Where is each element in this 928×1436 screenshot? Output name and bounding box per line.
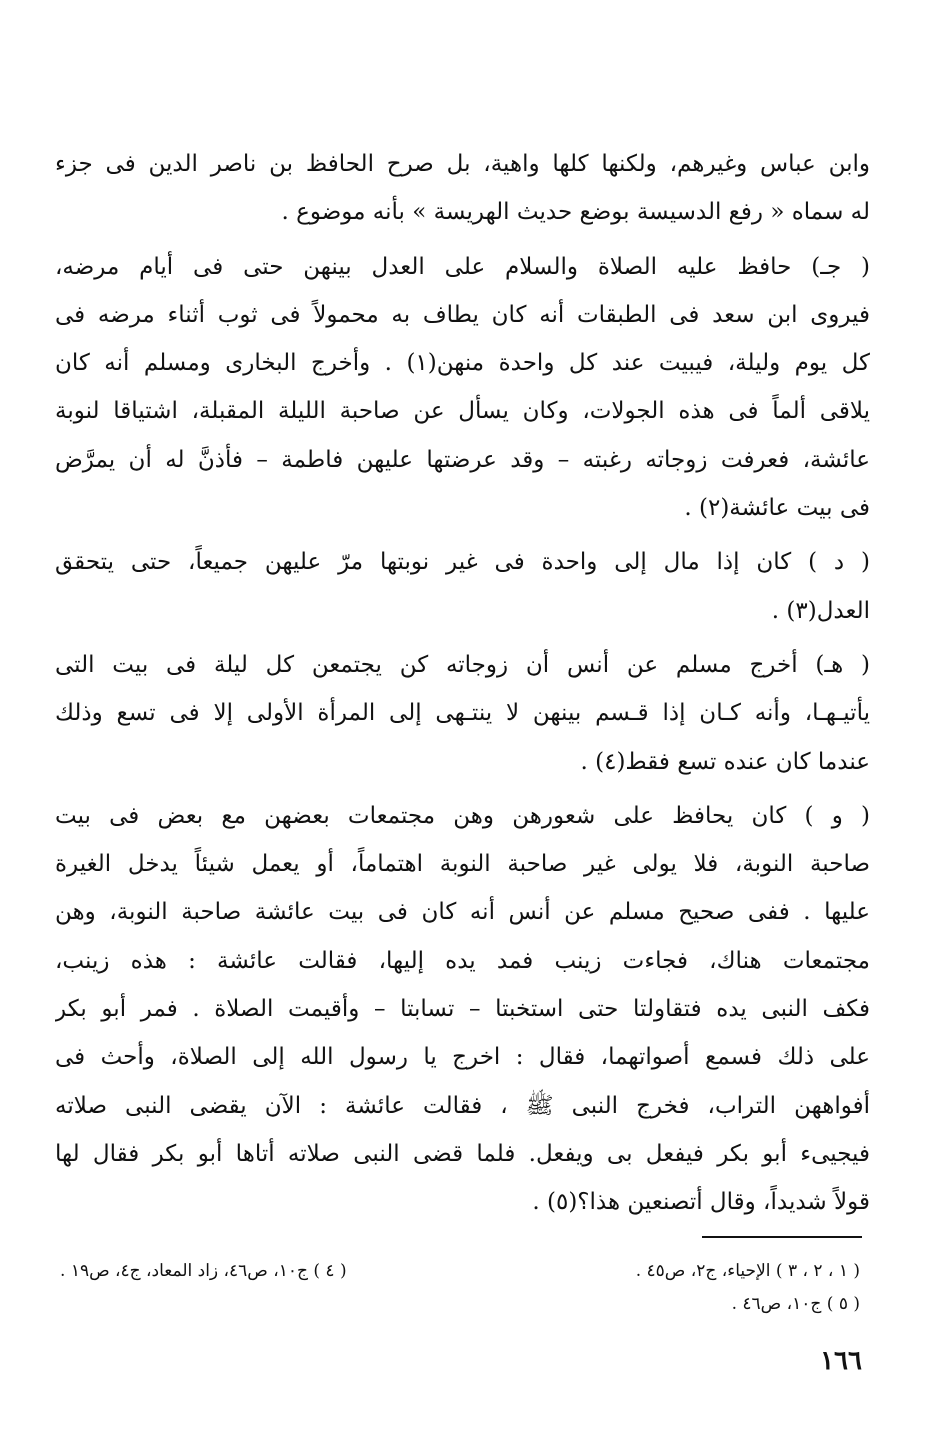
text-line: ( هـ) أخرج مسلم عن أنس أن زوجاته كن يجتمعن كل ليلة فى بيت التى (55, 651, 870, 678)
footnote-row (60, 1288, 860, 1321)
footnote-4: ( ٤ ) ج١٠، ص٤٦، زاد المعاد، ج٤، ص١٩ . (60, 1261, 347, 1281)
footnote-5: ( ٥ ) ج١٠، ص٤٦ . (731, 1294, 860, 1314)
text-line: فيجيىء أبو بكر فيفعل بى ويفعل. فلما قضى النبى صلاته أتاها أبو بكر فقال لها (55, 1140, 870, 1167)
text-line: له سماه « رفع الدسيسة بوضع حديث الهريسة » بأنه موضوع . (281, 199, 870, 226)
text-line: على ذلك فسمع أصواتهما، فقال : اخرج يا رسول الله إلى الصلاة، وأحث فى (55, 1044, 870, 1071)
text-line: أفواههن التراب، فخرج النبى ﷺ ، فقالت عائشة : الآن يقضى النبى صلاته (55, 1092, 870, 1119)
text-line: قولاً شديداً، وقال أتصنعين هذا؟(٥) . (532, 1189, 870, 1216)
text-line: ( جـ) حافظ عليه الصلاة والسلام على العدل بينهن حتى فى أيام مرضه، (55, 253, 870, 280)
footnote-divider (702, 1236, 862, 1238)
text-line: فيروى ابن سعد فى الطبقات أنه كان يطاف به محمولاً فى ثوب أثناء مرضه فى (55, 301, 870, 328)
text-line: عائشة، فعرفت زوجاته رغبته – وقد عرضتها عليهن فاطمة – فأذنَّ له أن يمرَّض (55, 446, 870, 473)
main-text (55, 140, 870, 1227)
text-line: فكف النبى يده فتقاولتا حتى استخبتا – تسابتا – وأقيمت الصلاة . فمر أبو بكر (55, 996, 870, 1023)
footnotes (60, 1255, 860, 1321)
footnote-1-2-3: ( ١ ، ٢ ، ٣ ) الإحياء، ج٢، ص٤٥ . (635, 1261, 860, 1281)
page-number: ١٦٦ (820, 1346, 862, 1376)
text-line: ( د ) كان إذا مال إلى واحدة فى غير نوبتها مرّ عليهن جميعاً، حتى يتحقق (55, 549, 870, 576)
text-line: العدل(٣) . (771, 597, 870, 624)
text-line: عندما كان عنده تسع فقط(٤) . (580, 748, 870, 775)
text-line: يلاقى ألماً فى هذه الجولات، وكان يسأل عن صاحبة الليلة المقبلة، اشتياقا لنوبة (55, 398, 870, 425)
footnote-row (60, 1255, 860, 1288)
text-line: مجتمعات هناك، فجاءت زينب فمد يده إليها، فقالت عائشة : هذه زينب، (55, 947, 870, 974)
text-line: صاحبة النوبة، فلا يولى غير صاحبة النوبة اهتماماً، أو يعمل شيئاً يدخل الغيرة (55, 851, 870, 878)
text-line: كل يوم وليلة، فيبيت عند كل واحدة منهن(١) . وأخرج البخارى ومسلم أنه كان (55, 350, 870, 377)
text-line: يأتيـهـا، وأنه كـان إذا قـسم بينهن لا ينتـهى إلى المرأة الأولى إلا فى تسع وذلك (55, 700, 870, 727)
text-line: عليها . ففى صحيح مسلم عن أنس أنه كان فى بيت عائشة صاحبة النوبة، وهن (55, 899, 870, 926)
text-line: وابن عباس وغيرهم، ولكنها كلها واهية، بل صرح الحافظ بن ناصر الدين فى جزء (55, 151, 870, 177)
text-line: ( و ) كان يحافظ على شعورهن وهن مجتمعات بعضهن مع بعض فى بيت (55, 802, 870, 829)
text-line: فى بيت عائشة(٢) . (684, 495, 870, 522)
